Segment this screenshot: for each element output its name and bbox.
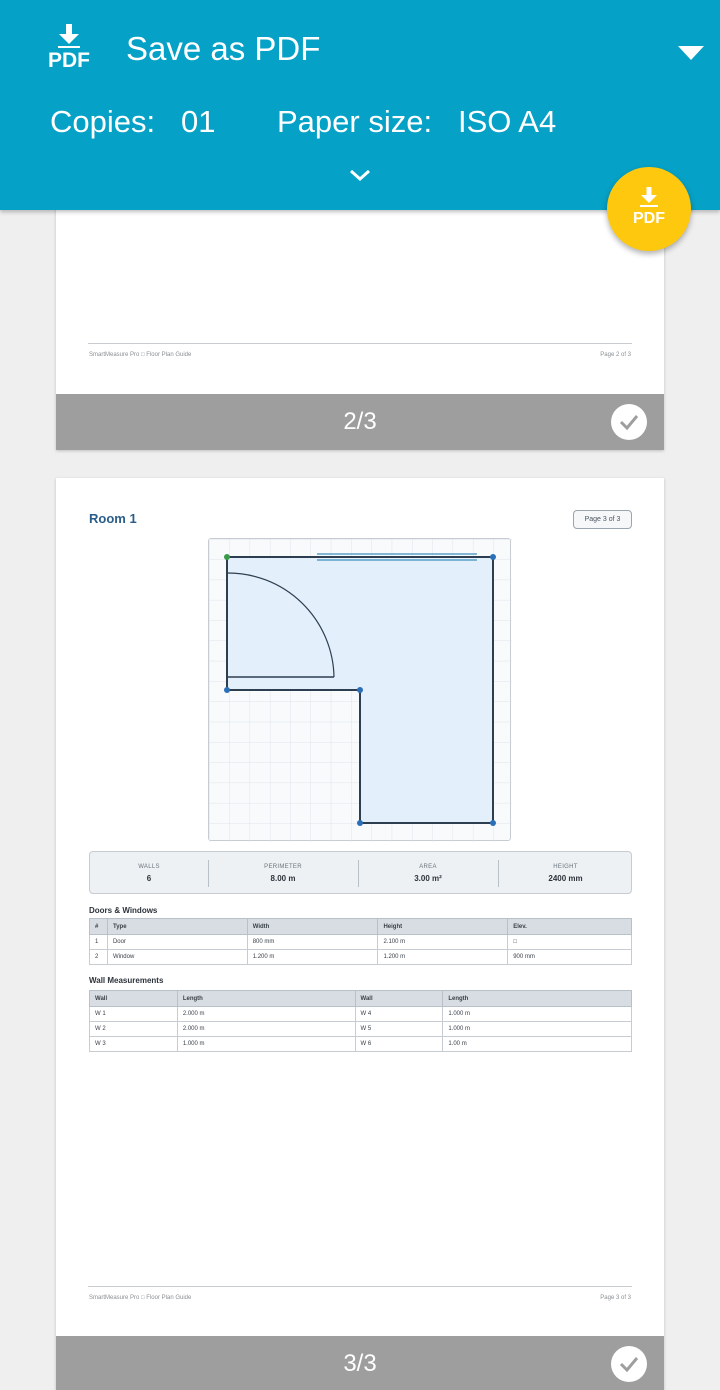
table-row	[90, 1022, 632, 1037]
table-header: Wall	[90, 991, 178, 1007]
wall-measurements-title: Wall Measurements	[89, 976, 164, 985]
copies-value[interactable]: 01	[181, 104, 216, 139]
save-pdf-label: PDF	[633, 210, 665, 227]
stat-walls	[90, 852, 208, 895]
page-badge: Page 3 of 3	[573, 510, 632, 529]
footer-left-text: SmartMeasure Pro □ Floor Plan Guide	[89, 1295, 192, 1301]
footer-page-number: Page 3 of 3	[600, 1295, 631, 1301]
check-icon	[619, 1356, 639, 1372]
table-row	[90, 935, 632, 950]
table-header-row	[90, 991, 632, 1007]
table-cell: W 6	[355, 1037, 443, 1052]
doors-windows-table	[89, 918, 632, 965]
table-row	[90, 1037, 632, 1052]
table-header: Wall	[355, 991, 443, 1007]
table-cell: 1.200 m	[378, 950, 508, 965]
check-icon	[619, 414, 639, 430]
stat-value: 8.00 m	[270, 874, 296, 883]
table-cell: 2.000 m	[177, 1022, 355, 1037]
paper-size-label: Paper size:	[277, 104, 433, 139]
stat-label: PERIMETER	[264, 864, 302, 870]
doors-windows-title: Doors & Windows	[89, 906, 158, 915]
table-cell: Window	[107, 950, 247, 965]
floor-plan	[208, 538, 511, 841]
pdf-download-icon	[46, 24, 92, 80]
save-pdf-button[interactable]	[607, 167, 691, 251]
table-cell: W 2	[90, 1022, 178, 1037]
table-header: Elev.	[508, 919, 632, 935]
table-cell: 1	[90, 935, 108, 950]
table-cell: W 5	[355, 1022, 443, 1037]
table-cell: 800 mm	[247, 935, 378, 950]
table-cell: W 1	[90, 1007, 178, 1022]
page-select-bar[interactable]	[56, 394, 664, 450]
table-cell: 1.000 m	[443, 1022, 632, 1037]
table-cell: 1.200 m	[247, 950, 378, 965]
table-cell: 1.00 m	[443, 1037, 632, 1052]
page-preview-2[interactable]	[56, 200, 664, 450]
stat-label: HEIGHT	[553, 864, 578, 870]
stat-value: 6	[146, 874, 152, 883]
table-header: #	[90, 919, 108, 935]
wall-measurements-table	[89, 990, 632, 1052]
page-indicator: 2/3	[343, 408, 377, 435]
page-selected-checkbox[interactable]	[611, 404, 647, 440]
table-header: Type	[107, 919, 247, 935]
footer-left-text: SmartMeasure Pro □ Floor Plan Guide	[89, 352, 192, 358]
page-selected-checkbox[interactable]	[611, 1346, 647, 1382]
table-header-row	[90, 919, 632, 935]
table-cell: 2	[90, 950, 108, 965]
page-select-bar[interactable]	[56, 1336, 664, 1390]
footer-divider	[88, 343, 632, 344]
paper-size-value[interactable]: ISO A4	[458, 104, 557, 139]
table-header: Width	[247, 919, 378, 935]
stat-label: AREA	[419, 864, 437, 870]
table-header: Length	[177, 991, 355, 1007]
footer-page-number: Page 2 of 3	[600, 352, 631, 358]
printer-selector[interactable]: Save as PDF	[126, 30, 321, 67]
page-indicator: 3/3	[343, 1350, 377, 1377]
stat-value: 3.00 m²	[414, 874, 442, 883]
room-title: Room 1	[89, 511, 137, 526]
table-cell: W 3	[90, 1037, 178, 1052]
table-header: Length	[443, 991, 632, 1007]
table-cell: 1.000 m	[443, 1007, 632, 1022]
table-cell: 900 mm	[508, 950, 632, 965]
stat-value: 2400 mm	[548, 874, 583, 883]
room-stats-panel	[89, 851, 632, 894]
page-preview-3[interactable]	[56, 478, 664, 1390]
printer-dropdown-icon[interactable]	[678, 46, 704, 60]
table-header: Height	[378, 919, 508, 935]
table-cell: W 4	[355, 1007, 443, 1022]
stat-height	[498, 852, 633, 895]
table-cell: Door	[107, 935, 247, 950]
copies-label: Copies:	[50, 104, 156, 139]
stat-area	[358, 852, 498, 895]
print-header	[0, 0, 720, 210]
stat-label: WALLS	[138, 864, 160, 870]
table-row	[90, 950, 632, 965]
pdf-icon-label: PDF	[48, 49, 90, 72]
footer-divider	[88, 1286, 632, 1287]
table-cell: □	[508, 935, 632, 950]
table-cell: 2.100 m	[378, 935, 508, 950]
expand-options-icon[interactable]	[347, 166, 373, 184]
table-cell: 2.000 m	[177, 1007, 355, 1022]
download-icon	[640, 187, 658, 207]
stat-perimeter	[208, 852, 358, 895]
table-row	[90, 1007, 632, 1022]
table-cell: 1.000 m	[177, 1037, 355, 1052]
